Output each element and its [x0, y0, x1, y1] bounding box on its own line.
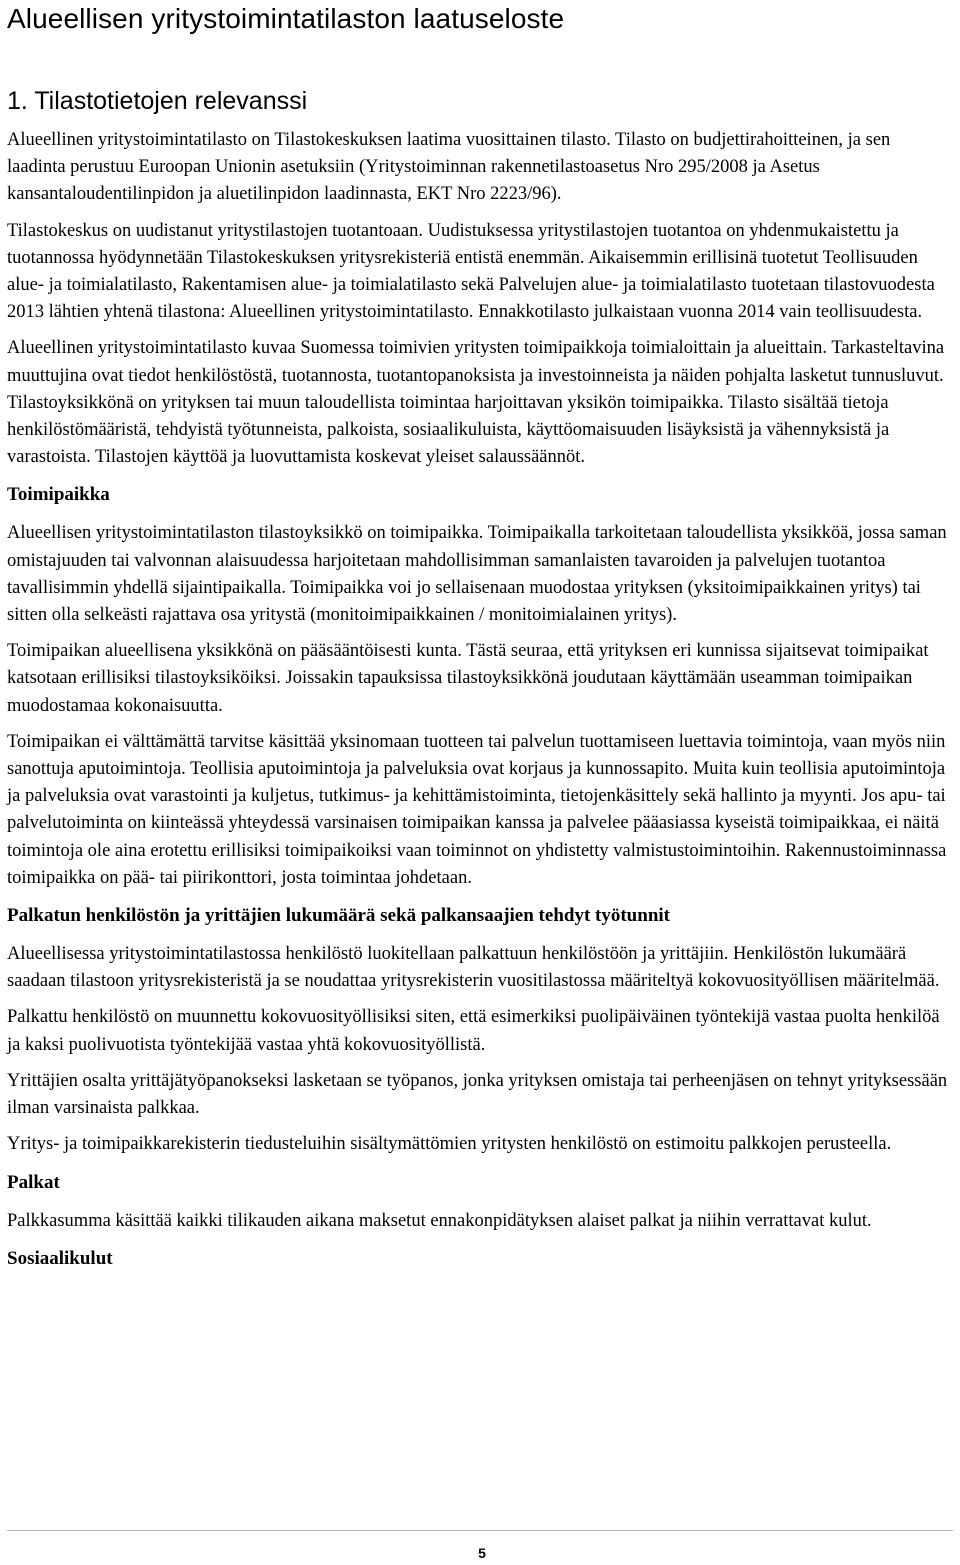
subheading-sosiaalikulut: Sosiaalikulut — [7, 1247, 113, 1269]
document-title: Alueellisen yritystoimintatilaston laatuseloste — [7, 3, 565, 34]
henkilosto-paragraph-2: Palkattu henkilöstö on muunnettu kokovuosityöllisiksi siten, että esimerkiksi puolipäiväinen työntekijä vastaa puolta henkilöä ja kaksi puolivuotista työntekijää vastaa yhtä kokovuosityöllistä. — [7, 1007, 940, 1055]
section-title: 1. Tilastotietojen relevanssi — [7, 87, 308, 115]
palkat-paragraph-1: Palkkasumma käsittää kaikki tilikauden aikana maksetut ennakonpidätyksen alaiset palkat ja niihin verrattavat kulut. — [7, 1210, 872, 1231]
page-number: 5 — [478, 1545, 486, 1561]
toimipaikka-paragraph-3: Toimipaikan ei välttämättä tarvitse käsittää yksinomaan tuotteen tai palvelun tuottamiseen luettavia toimintoja, vaan myös niin sanottuja aputoimintoja. Teollisia aputoimintoja ja palveluksia ovat korjaus ja kunnossapito. Muita kuin teollisia aputoimintoja ja palveluksia ovat varastointi ja kuljetus, tutkimus- ja kehittämistoiminta, tietojenkäsittely sekä hallinto ja myynti. Jos apu- tai palvelutoiminta on kiinteässä yhteydessä varsinaisen toimipaikan kanssa ja palvelee pääasiassa kyseistä toimipaikkaa, ei näitä toimintoja ole aina erotettu erillisiksi toimipaikoiksi vaan toiminnot on yhdistetty valmistustoimintoihin. Rakennustoiminnassa toimipaikka on pää- tai piirikonttori, josta toimintaa johdetaan. — [7, 731, 947, 888]
henkilosto-paragraph-4: Yritys- ja toimipaikkarekisterin tiedusteluihin sisältymättömien yritysten henkilöstö on estimoitu palkkojen perusteella. — [7, 1134, 892, 1155]
henkilosto-paragraph-3: Yrittäjien osalta yrittäjätyöpanokseksi lasketaan se työpanos, jonka yrityksen omistaja tai perheenjäsen on tehnyt yrityksessään ilman varsinaista palkkaa. — [7, 1070, 948, 1119]
toimipaikka-paragraph-1: Alueellisen yritystoimintatilaston tilastoyksikkö on toimipaikka. Toimipaikalla tarkoitetaan taloudellista yksikköä, jossa saman omistajuuden tai valvonnan alaisuudessa harjoitetaan mahdollisimman samanlaisten tavaroiden ja palvelujen tuotantoa tavallisimmin yhdellä sijaintipaikalla. Toimipaikka voi jo sellaisenaan muodostaa yrityksen (yksitoimipaikkainen yritys) tai sitten olla selkeästi rajattava osa yritystä (monitoimipaikkainen / monitoimialainen yritys). — [7, 523, 947, 626]
subheading-toimipaikka: Toimipaikka — [7, 484, 110, 506]
subheading-palkat: Palkat — [7, 1171, 60, 1193]
footer-divider — [7, 1530, 953, 1531]
intro-paragraph-3: Alueellinen yritystoimintatilasto kuvaa Suomessa toimivien yritysten toimipaikkoja toimialoittain ja alueittain. Tarkasteltavina muuttujina ovat tiedot henkilöstöstä, tuotannosta, tuotantopanoksista ja investoinneista ja näiden pohjalta lasketut tunnusluvut. Tilastoyksikkönä on yrityksen tai muun taloudellista toimintaa harjoittavan yksikön toimipaikka. Tilasto sisältää tietoja henkilöstömääristä, tehdyistä työtunneista, palkoista, sosiaalikuluista, käyttöomaisuuden lisäyksistä ja vähennyksistä ja varastoista. Tilastojen käyttöä ja luovuttamista koskevat yleiset salaussäännöt. — [7, 338, 945, 468]
intro-paragraph-1: Alueellinen yritystoimintatilasto on Tilastokeskuksen laatima vuosittainen tilasto. Tilasto on budjettirahoitteinen, ja sen laadinta perustuu Euroopan Unionin asetuksiin (Yritystoiminnan rakennetilastoasetus Nro 295/2008 ja Asetus kansantaloudentilinpidon ja aluetilinpidon laadinnasta, EKT Nro 2223/96). — [7, 130, 891, 205]
henkilosto-paragraph-1: Alueellisessa yritystoimintatilastossa henkilöstö luokitellaan palkattuun henkilöstöön ja yrittäjiin. Henkilöstön lukumäärä saadaan tilastoon yritysrekisteristä ja se noudattaa yritysrekisterin vuositilastossa määriteltyä kokovuosityöllisen määritelmää. — [7, 944, 940, 992]
toimipaikka-paragraph-2: Toimipaikan alueellisena yksikkönä on pääsääntöisesti kunta. Tästä seuraa, että yrityksen eri kunnissa sijaitsevat toimipaikat katsotaan erillisiksi tilastoyksiköiksi. Joissakin tapauksissa tilastoyksikkönä joudutaan käyttämään useamman toimipaikan muodostamaa kokonaisuutta. — [7, 641, 929, 716]
document-page — [7, 0, 953, 1284]
intro-paragraph-2: Tilastokeskus on uudistanut yritystilastojen tuotantoaan. Uudistuksessa yritystilastojen tuotantoa on yhdenmukaistettu ja tuotannossa hyödynnetään Tilastokeskuksen yritysrekisteriä entistä enemmän. Aikaisemmin erillisinä tuotetut Teollisuuden alue- ja toimialatilasto, Rakentamisen alue- ja toimialatilasto sekä Palvelujen alue- ja toimialatilasto tuotetaan tilastovuodesta 2013 lähtien yhtenä tilastona: Alueellinen yritystoimintatilasto. Ennakkotilasto julkaistaan vuonna 2014 vain teollisuudesta. — [7, 220, 935, 323]
subheading-henkilosto: Palkatun henkilöstön ja yrittäjien lukumäärä sekä palkansaajien tehdyt työtunnit — [7, 905, 670, 927]
